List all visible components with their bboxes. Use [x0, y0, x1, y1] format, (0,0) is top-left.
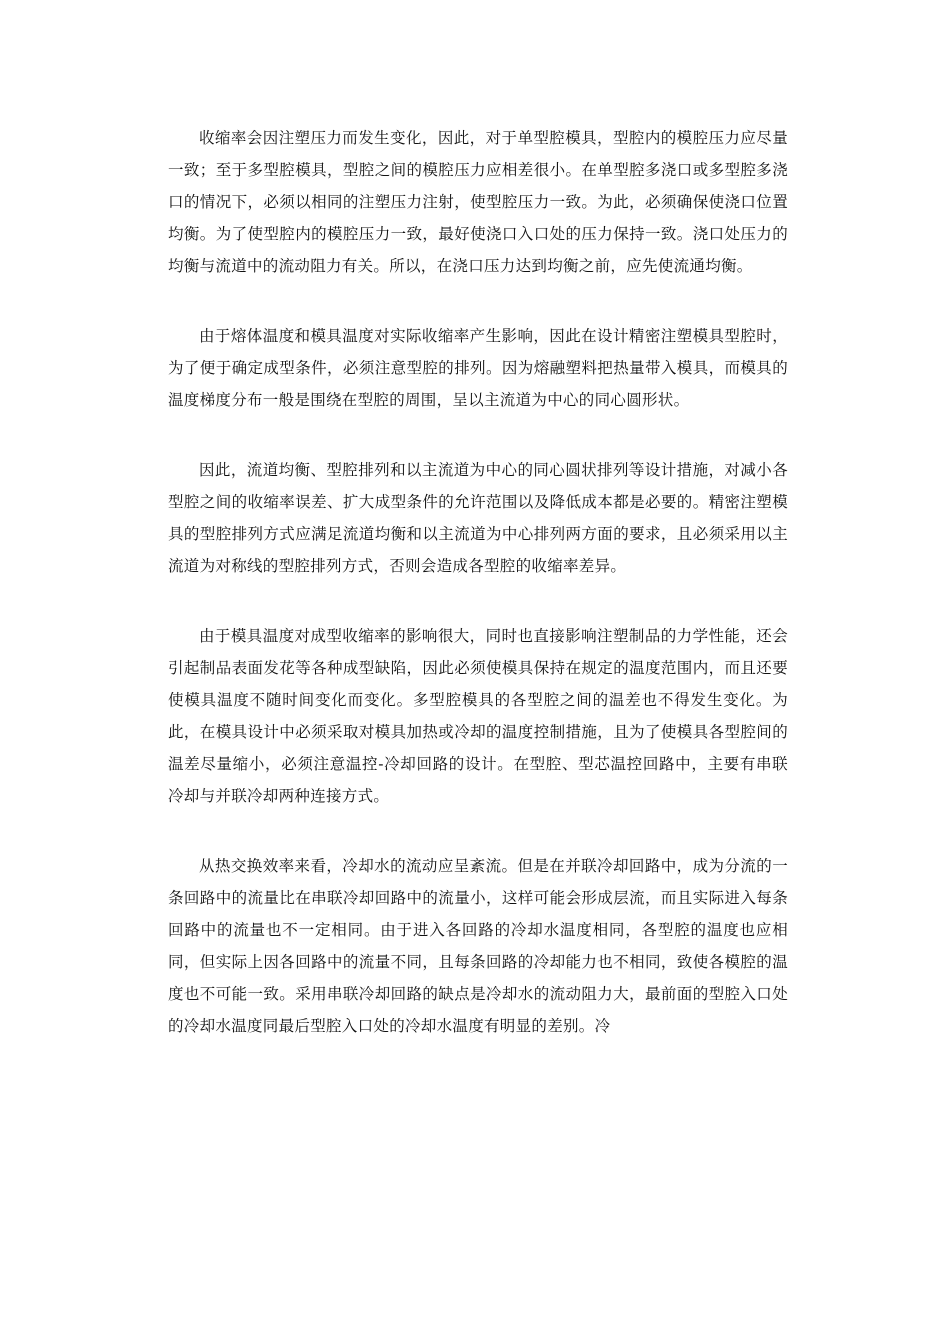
- document-body: [168, 122, 788, 1042]
- paragraph-cavity-layout: 由于熔体温度和模具温度对实际收缩率产生影响，因此在设计精密注塑模具型腔时，为了便于确定成型条件，必须注意型腔的排列。因为熔融塑料把热量带入模具，而模具的温度梯度分布一般是围绕在型腔的周围，呈以主流道为中心的同心圆形状。: [168, 327, 788, 409]
- paragraph-mold-temperature: 由于模具温度对成型收缩率的影响很大，同时也直接影响注塑制品的力学性能，还会引起制品表面发花等各种成型缺陷，因此必须使模具保持在规定的温度范围内，而且还要使模具温度不随时间变化而变化。多型腔模具的各型腔之间的温差也不得发生变化。为此，在模具设计中必须采取对模具加热或冷却的温度控制措施，且为了使模具各型腔间的温差尽量缩小，必须注意温控-冷却回路的设计。在型腔、型芯温控回路中，主要有串联冷却与并联冷却两种连接方式。: [168, 627, 788, 805]
- paragraph-cooling-circuit: 从热交换效率来看，冷却水的流动应呈紊流。但是在并联冷却回路中，成为分流的一条回路中的流量比在串联冷却回路中的流量小，这样可能会形成层流，而且实际进入每条回路中的流量也不一定相同。由于进入各回路的冷却水温度相同，各型腔的温度也应相同，但实际上因各回路中的流量不同，且每条回路的冷却能力也不相同，致使各模腔的温度也不可能一致。采用串联冷却回路的缺点是冷却水的流动阻力大，最前面的型腔入口处的冷却水温度同最后型腔入口处的冷却水温度有明显的差别。冷: [168, 857, 788, 1035]
- paragraph-cavity-pressure: 收缩率会因注塑压力而发生变化，因此，对于单型腔模具，型腔内的模腔压力应尽量一致；至于多型腔模具，型腔之间的模腔压力应相差很小。在单型腔多浇口或多型腔多浇口的情况下，必须以相同的注塑压力注射，使型腔压力一致。为此，必须确保使浇口位置均衡。为了使型腔内的模腔压力一致，最好使浇口入口处的压力保持一致。浇口处压力的均衡与流道中的流动阻力有关。所以，在浇口压力达到均衡之前，应先使流通均衡。: [168, 129, 788, 275]
- paragraph-runner-balance: 因此，流道均衡、型腔排列和以主流道为中心的同心圆状排列等设计措施，对减小各型腔之间的收缩率误差、扩大成型条件的允许范围以及降低成本都是必要的。精密注塑模具的型腔排列方式应满足流道均衡和以主流道为中心排列两方面的要求，且必须采用以主流道为对称线的型腔排列方式，否则会造成各型腔的收缩率差异。: [168, 461, 788, 575]
